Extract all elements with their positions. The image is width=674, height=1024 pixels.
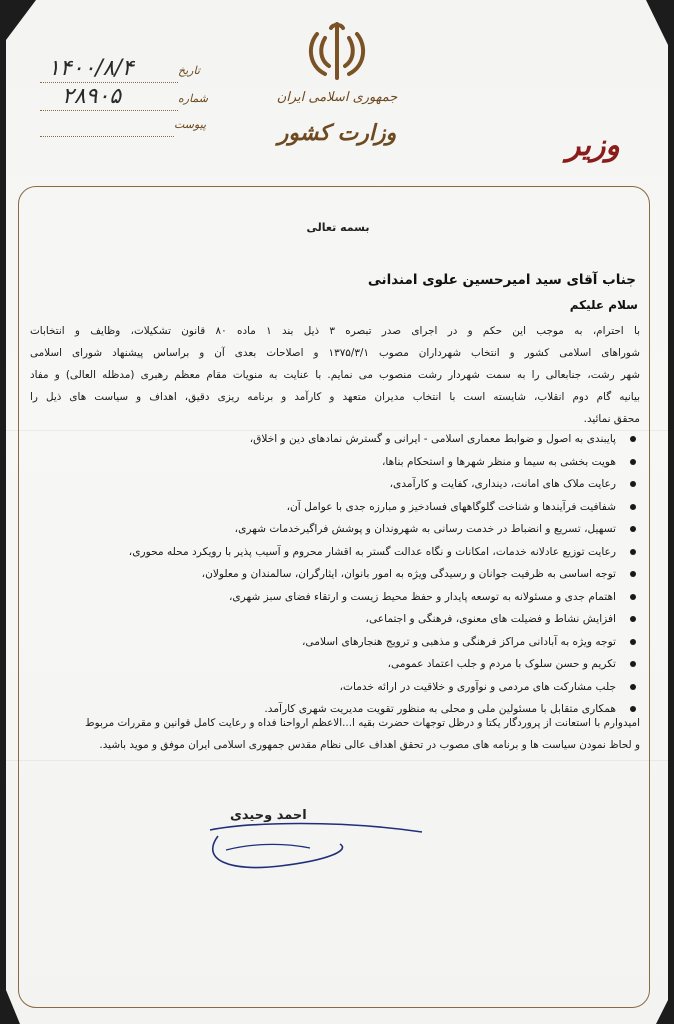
addressee: جناب آقای سید امیرحسین علوی امندانی <box>367 272 636 288</box>
bullet-icon <box>630 661 636 667</box>
closing-line: و لحاظ نمودن سیاست ها و برنامه های مصوب در تحقق اهداف عالی نظام مقدس جمهوری اسلامی ایران موفق و موید باشید. <box>99 739 640 751</box>
list-item-text: جلب مشارکت های مردمی و نوآوری و خلاقیت در ارائه خدمات، <box>339 680 616 693</box>
number-value: ۲۸۹۰۵ <box>62 84 122 109</box>
bullet-icon <box>630 549 636 555</box>
list-item <box>38 451 638 474</box>
list-item-text: افزایش نشاط و فضیلت های معنوی، فرهنگی و اجتماعی، <box>365 613 616 625</box>
number-line <box>40 110 178 111</box>
republic-name: جمهوری اسلامی ایران <box>276 90 398 105</box>
list-item-text: اهتمام جدی و مسئولانه به توسعه پایدار و حفظ محیط زیست و ارتقاء فضای سبز شهری، <box>228 590 616 603</box>
iran-emblem-icon <box>305 20 369 82</box>
bullet-icon <box>630 639 636 645</box>
list-item <box>38 676 638 699</box>
body-line: بیانیه گام دوم انقلاب، شایسته است با انتخاب مدیران متعهد و کارآمد و برنامه ریزی دقیق، اهداف و سیاست های ذیل را <box>30 391 640 403</box>
list-item <box>38 563 638 586</box>
list-item-text: هویت بخشی به سیما و منظر شهرها و استحکام بناها، <box>382 455 616 468</box>
signature-scribble <box>190 800 430 880</box>
bullet-icon <box>630 594 636 600</box>
letter-body <box>30 320 640 430</box>
list-item-text: رعایت ملاک های امانت، دینداری، کفایت و کارآمدی، <box>389 478 616 490</box>
list-item-text: توجه ویژه به آبادانی مراکز فرهنگی و مذهبی و ترویج هنجارهای اسلامی، <box>302 635 616 648</box>
attachment-line <box>40 136 174 137</box>
list-item <box>38 608 638 631</box>
list-item <box>38 586 638 609</box>
bullet-icon <box>630 481 636 487</box>
bullet-icon <box>630 684 636 690</box>
greeting: سلام علیکم <box>569 298 638 312</box>
list-item <box>38 518 638 541</box>
date-line <box>40 82 178 83</box>
number-label: شماره <box>178 92 209 105</box>
list-item <box>38 631 638 654</box>
list-item-text: پایبندی به اصول و ضوابط معماری اسلامی - ایرانی و گسترش نمادهای دین و اخلاق، <box>249 433 616 445</box>
body-line: محقق نمائید. <box>583 413 640 425</box>
list-item-text: شفافیت فرآیندها و شناخت گلوگاههای فسادخیز و مبارزه جدی با عوامل آن، <box>286 500 616 513</box>
list-item <box>38 541 638 564</box>
list-item <box>38 653 638 676</box>
body-line: شوراهای اسلامی کشور و انتخاب شهرداران مصوب ۱۳۷۵/۳/۱ و اصلاحات بعدی آن و براساس پیشنهاد شورای اسلامی <box>30 347 640 359</box>
list-item-text: توجه اساسی به ظرفیت جوانان و رسیدگی ویژه به امور بانوان، ایثارگران، سالمندان و معلولان، <box>201 568 616 580</box>
bullet-icon <box>630 459 636 465</box>
bullet-icon <box>630 436 636 442</box>
body-line: شهر رشت، جنابعالی را به سمت شهردار رشت منصوب می نمایم. با عنایت به منویات مقام معظم رهبری (مدظله العالی) و مفاد <box>30 369 640 381</box>
list-item-text: تکریم و حسن سلوک با مردم و جلب اعتماد عمومی، <box>387 658 616 670</box>
date-label: تاریخ <box>178 64 200 77</box>
bullet-icon <box>630 616 636 622</box>
ministry-name: وزارت کشور <box>277 120 397 146</box>
signer-name: احمد وحیدی <box>230 808 307 823</box>
body-line: با احترام، به موجب این حکم و در اجرای صدر تبصره ۳ ذیل بند ۱ ماده ۸۰ قانون تشکیلات، وظایف و انتخابات <box>30 325 641 337</box>
closing-line: امیدوارم با استعانت از پروردگار یکتا و درظل توجهات حضرت بقیه ا...الاعظم ارواحنا فداه و رعایت کامل قوانین و مقررات مربوط <box>85 717 640 729</box>
date-value: ۱۴۰۰/۸/۴ <box>48 56 134 81</box>
list-item-text: تسهیل، تسریع و انضباط در خدمت رسانی به شهروندان و پوشش فراگیرخدمات شهری، <box>234 523 616 535</box>
bullet-icon <box>630 571 636 577</box>
bullet-icon <box>630 504 636 510</box>
closing-paragraph <box>28 712 640 756</box>
list-item-text: همکاری متقابل با مسئولین ملی و محلی به منظور تقویت مدیریت شهری کارآمد. <box>264 703 616 715</box>
list-item <box>38 428 638 451</box>
list-item <box>38 473 638 496</box>
attachment-label: پیوست <box>174 118 207 131</box>
list-item-text: رعایت توزیع عادلانه خدمات، امکانات و نگاه عدالت گستر به اقشار محروم و آسیب پذیر با رویکرد محله محوری، <box>128 545 616 558</box>
list-item <box>38 496 638 519</box>
goals-list <box>38 428 638 721</box>
minister-title: وزیر <box>566 128 620 163</box>
invocation: بسمه تعالی <box>306 221 370 234</box>
bullet-icon <box>630 526 636 532</box>
